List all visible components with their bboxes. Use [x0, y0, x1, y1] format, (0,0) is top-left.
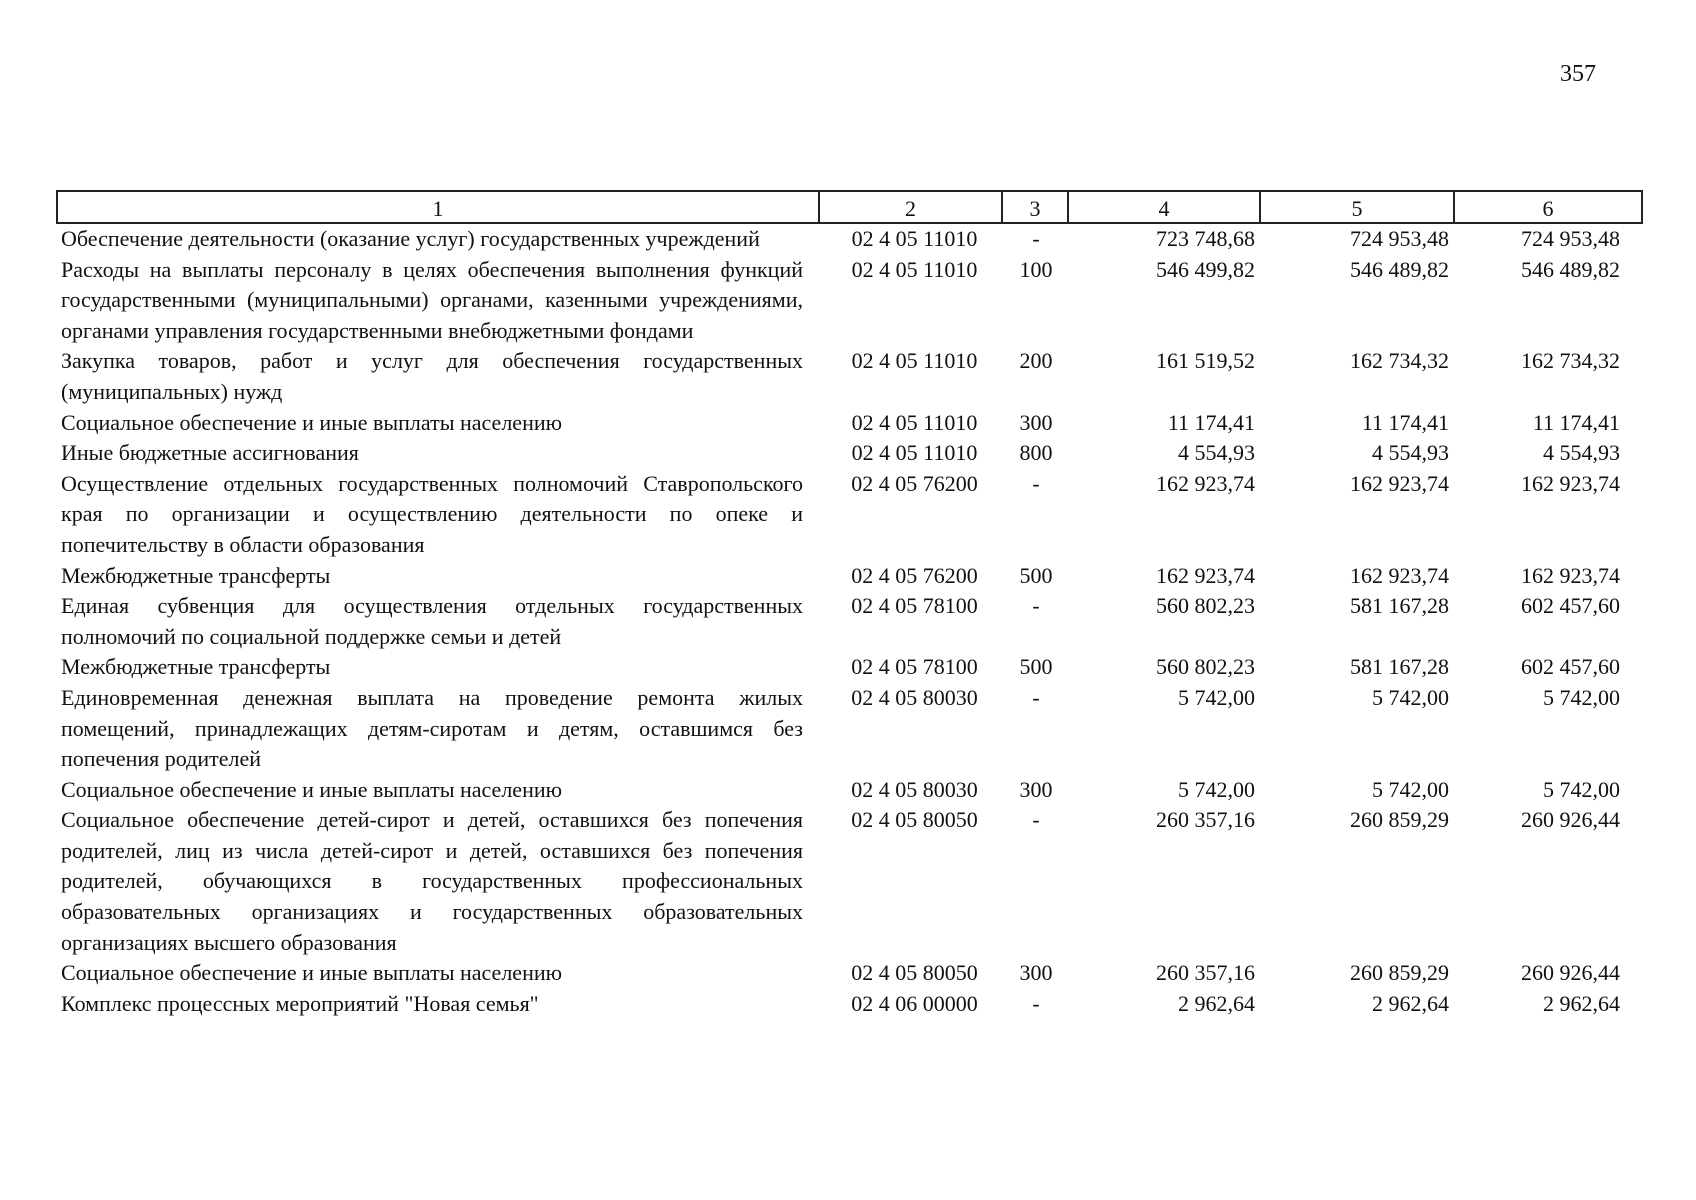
row-code: 02 4 05 11010	[851, 226, 978, 251]
row-code: 02 4 05 76200	[851, 470, 978, 496]
row-code: 02 4 05 76200	[851, 562, 978, 588]
row-value-col4: 260 357,16	[1156, 807, 1255, 833]
row-value-col5: 5 742,00	[1372, 776, 1449, 802]
row-value-col5: 260 859,29	[1350, 807, 1449, 833]
column-header-6: 6	[1454, 191, 1642, 223]
row-code: 02 4 05 80050	[851, 807, 978, 833]
row-value-col4: 560 802,23	[1156, 654, 1255, 680]
table-row	[57, 223, 1642, 255]
row-value-col5: 546 489,82	[1350, 256, 1449, 282]
row-code: 02 4 05 78100	[851, 593, 978, 619]
row-expense-type: -	[1032, 226, 1040, 251]
row-expense-type: 300	[1019, 409, 1053, 435]
table-row	[57, 255, 1642, 347]
row-name: Социальное обеспечение и иные выплаты населению	[61, 409, 563, 435]
row-code: 02 4 05 11010	[851, 440, 978, 466]
table-body	[57, 223, 1642, 1019]
column-header-3: 3	[1002, 191, 1068, 223]
row-value-col5: 162 923,74	[1350, 470, 1449, 496]
row-name: Единая субвенция для осуществления отдельных государственных полномочий по социальной поддержке семьи и детей	[61, 593, 803, 649]
column-header-4: 4	[1068, 191, 1260, 223]
row-value-col5: 11 174,41	[1361, 409, 1449, 435]
row-expense-type: -	[1032, 470, 1040, 496]
row-value-col5: 724 953,48	[1350, 226, 1449, 251]
row-name: Закупка товаров, работ и услуг для обеспечения государственных (муниципальных) нужд	[61, 348, 803, 404]
row-value-col4: 5 742,00	[1178, 684, 1255, 710]
row-value-col6: 2 962,64	[1543, 990, 1620, 1016]
row-value-col5: 2 962,64	[1372, 990, 1449, 1016]
column-header-5: 5	[1260, 191, 1454, 223]
row-code: 02 4 05 11010	[851, 256, 978, 282]
row-name: Социальное обеспечение и иные выплаты населению	[61, 960, 563, 986]
page-number: 357	[1560, 61, 1596, 87]
row-value-col4: 260 357,16	[1156, 960, 1255, 986]
row-expense-type: 200	[1019, 348, 1053, 374]
row-value-col6: 602 457,60	[1521, 593, 1620, 619]
row-name: Социальное обеспечение детей-сирот и детей, оставшихся без попечения родителей, лиц из числа детей-сирот и детей, оставшихся без попечения родителей, обучающихся в государственных профессиональных образовательных организациях и государственных образовательных организациях высшего образования	[61, 807, 803, 955]
row-expense-type: -	[1032, 807, 1040, 833]
column-header-1: 1	[57, 191, 819, 223]
row-name: Единовременная денежная выплата на проведение ремонта жилых помещений, принадлежащих детям-сиротам и детям, оставшимся без попечения родителей	[61, 684, 803, 772]
table-row	[57, 438, 1642, 469]
row-expense-type: 500	[1019, 654, 1053, 680]
row-expense-type: 100	[1019, 256, 1053, 282]
table-row	[57, 561, 1642, 592]
row-value-col4: 161 519,52	[1156, 348, 1255, 374]
row-expense-type: 300	[1019, 960, 1053, 986]
row-value-col5: 162 923,74	[1350, 562, 1449, 588]
row-name: Расходы на выплаты персоналу в целях обеспечения выполнения функций государственными (муниципальными) органами, казенными учреждениями, органами управления государственными внебюджетными фондами	[61, 256, 803, 343]
row-value-col6: 260 926,44	[1521, 807, 1620, 833]
row-code: 02 4 05 78100	[851, 654, 978, 680]
row-name: Комплекс процессных мероприятий "Новая семья"	[61, 990, 539, 1016]
row-name: Межбюджетные трансферты	[61, 562, 331, 588]
row-value-col5: 4 554,93	[1372, 440, 1449, 466]
row-value-col5: 581 167,28	[1350, 654, 1449, 680]
row-name: Осуществление отдельных государственных полномочий Ставропольского края по организации и осуществлению деятельности по опеке и попечительству в области образования	[61, 470, 803, 557]
header-row	[57, 191, 1642, 223]
row-code: 02 4 05 80050	[851, 960, 978, 986]
column-header-2: 2	[819, 191, 1002, 223]
row-value-col5: 162 734,32	[1350, 348, 1449, 374]
row-value-col5: 260 859,29	[1350, 960, 1449, 986]
row-expense-type: 300	[1019, 776, 1053, 802]
row-expense-type: -	[1032, 990, 1040, 1016]
table-row	[57, 591, 1642, 652]
row-expense-type: 800	[1019, 440, 1053, 466]
row-expense-type: 500	[1019, 562, 1053, 588]
row-name: Обеспечение деятельности (оказание услуг) государственных учреждений	[61, 226, 760, 251]
row-expense-type: -	[1032, 684, 1040, 710]
table-row	[57, 683, 1642, 775]
table-row	[57, 989, 1642, 1020]
row-value-col6: 602 457,60	[1521, 654, 1620, 680]
table-row	[57, 958, 1642, 989]
row-name: Социальное обеспечение и иные выплаты населению	[61, 776, 563, 802]
row-value-col5: 5 742,00	[1372, 684, 1449, 710]
row-value-col4: 11 174,41	[1167, 409, 1255, 435]
table-row	[57, 805, 1642, 958]
row-name: Межбюджетные трансферты	[61, 654, 331, 680]
budget-table	[56, 190, 1643, 1019]
row-value-col6: 5 742,00	[1543, 776, 1620, 802]
row-name: Иные бюджетные ассигнования	[61, 440, 359, 466]
row-value-col4: 723 748,68	[1156, 226, 1255, 251]
row-value-col4: 4 554,93	[1178, 440, 1255, 466]
row-code: 02 4 05 80030	[851, 684, 978, 710]
row-value-col4: 162 923,74	[1156, 562, 1255, 588]
row-value-col6: 724 953,48	[1521, 226, 1620, 251]
row-value-col6: 4 554,93	[1543, 440, 1620, 466]
row-value-col4: 546 499,82	[1156, 256, 1255, 282]
row-value-col6: 162 923,74	[1521, 562, 1620, 588]
row-code: 02 4 05 11010	[851, 348, 978, 374]
row-value-col6: 162 923,74	[1521, 470, 1620, 496]
row-value-col6: 5 742,00	[1543, 684, 1620, 710]
row-value-col5: 581 167,28	[1350, 593, 1449, 619]
row-value-col6: 11 174,41	[1532, 409, 1620, 435]
row-value-col4: 162 923,74	[1156, 470, 1255, 496]
row-value-col6: 162 734,32	[1521, 348, 1620, 374]
table-row	[57, 346, 1642, 407]
row-value-col6: 260 926,44	[1521, 960, 1620, 986]
row-expense-type: -	[1032, 593, 1040, 619]
row-value-col6: 546 489,82	[1521, 256, 1620, 282]
table-row	[57, 469, 1642, 561]
row-code: 02 4 05 80030	[851, 776, 978, 802]
table-row	[57, 408, 1642, 439]
table-row	[57, 652, 1642, 683]
row-value-col4: 560 802,23	[1156, 593, 1255, 619]
row-code: 02 4 06 00000	[851, 990, 978, 1016]
row-value-col4: 2 962,64	[1178, 990, 1255, 1016]
row-code: 02 4 05 11010	[851, 409, 978, 435]
row-value-col4: 5 742,00	[1178, 776, 1255, 802]
table-row	[57, 775, 1642, 806]
